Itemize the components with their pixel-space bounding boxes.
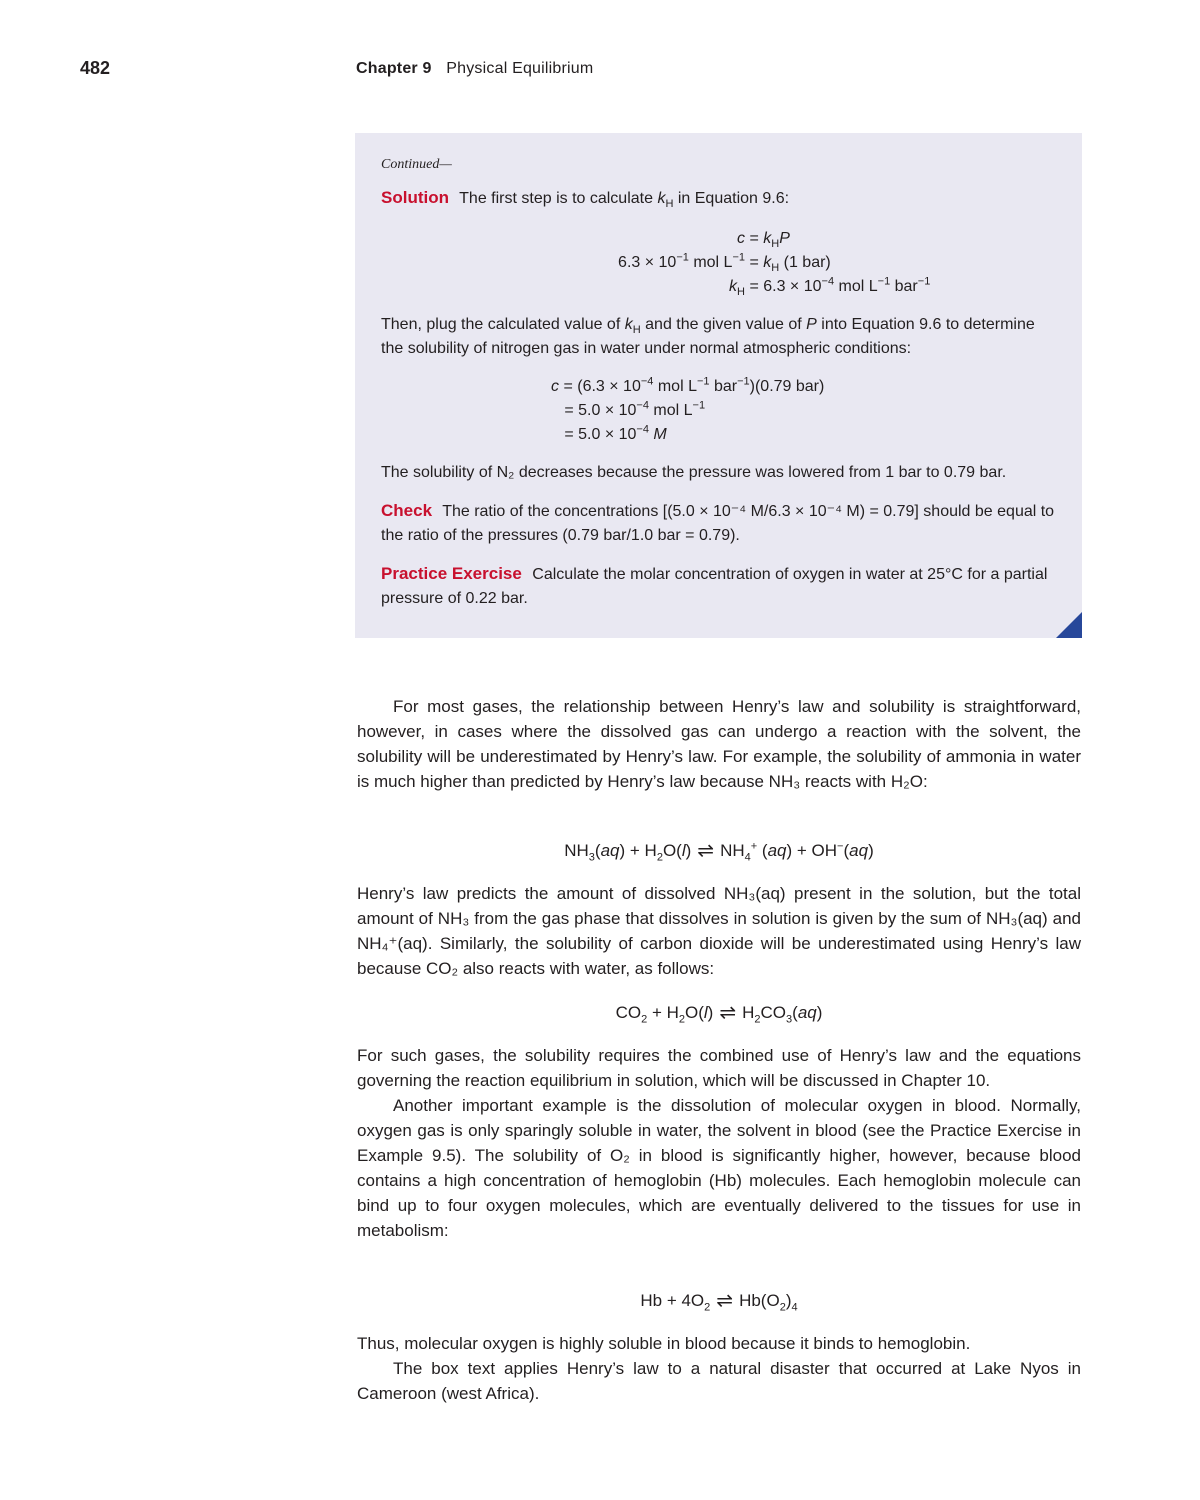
chapter-title: Physical Equilibrium [446,60,594,77]
equation-carbonic: $CO_2 + H_2O(l)$ ⇌ $H_2CO_3(aq)$ [615,1002,823,1026]
body-paragraph-2: Henry’s law predicts the amount of dissolved NH₃(aq) present in the solution, but the total amount of NH₃ from the gas phase that dissolves in solution is given by the sum of NH₃(aq) and NH₄⁺(aq). Similarly, the solubility of carbon dioxide will be underestimated using Henry’s law because CO₂ also reacts with water, as follows: [357,884,1081,978]
equation-block-1: $c = k_HP$ $6.3 \times 10^{-1}$ mol $L^{-1} = k_H$ (1 bar) $k_H = 6.3 \times 10^{-4}$ mol $L^{-1}$ bar$^{-1}$ [618,230,931,299]
body-paragraph-5: Thus, molecular oxygen is highly soluble in blood because it binds to hemoglobin. The box text applies Henry’s law to a natural disaster that occurred at Lake Nyos in Cameroon (west Africa). [357,1331,1081,1406]
then-text: Then, plug the calculated value of [381,316,621,333]
solution-heading: Solution [381,188,449,207]
corner-marker [1056,612,1082,638]
equilibrium-arrow-icon: ⇌ [697,840,715,862]
check-paragraph [381,499,1061,548]
solution-text-end: in Equation 9.6: [677,190,790,207]
kh-symbol: k [657,190,666,207]
page-number: 482 [80,58,111,78]
body-paragraph-1: For most gases, the relationship between Henry’s law and solubility is straightforward, however, in cases where the dissolved gas can undergo a reaction with the solvent, the solubility will be underestimated by Henry’s law. For example, the solubility of ammonia in water is much higher than predicted by Henry’s law because NH₃ reacts with H₂O: [357,697,1081,791]
chapter-label: Chapter 9 [356,60,432,77]
practice-text: Calculate the molar concentration of oxygen in water at 25°C for a partial pressure of 0.22 bar. [381,566,1048,607]
running-head [356,60,593,78]
equilibrium-arrow-icon: ⇌ [719,1002,737,1024]
body-paragraph-4: Another important example is the dissolution of molecular oxygen in blood. Normally, oxygen gas is only sparingly soluble in water, the solvent in blood (see the Practice Exercise in Example 9.5). The solubility of O₂ in blood is significantly higher, however, because blood contains a high concentration of hemoglobin (Hb) molecules. Each hemoglobin molecule can bind up to four oxygen molecules, which are eventually delivered to the tissues for use in metabolism: [357,1096,1081,1240]
then-paragraph: Then, plug the calculated value of $k_H$ and the given value of P into Equation 9.6 to determine the solubility of nitrogen gas in water under normal atmospheric conditions: [381,316,1035,357]
equation-block-2: $c = (6.3 \times 10^{-4}$ mol $L^{-1}$ bar$^{-1}$)(0.79 bar) = $5.0 \times 10^{-4}$ mol $L^{-1}$ = $5.0 \times 10^{-4}$ M [551,375,825,443]
example-box [355,133,1082,638]
check-text: The ratio of the concentrations [(5.0 × 10⁻⁴ M/6.3 × 10⁻⁴ M) = 0.79] should be equal to the ratio of the pressures (0.79 bar/1.0 bar = 0.79). [381,503,1055,544]
then-text-3: into Equation 9.6 to determine the solubility of nitrogen gas in water under normal atmospheric conditions: [381,316,1035,357]
continued-label: Continued— [381,157,452,172]
practice-paragraph [381,562,1061,611]
equation-ammonia: $NH_3(aq) + H_2O(l)$ ⇌ $NH_4^+$ (aq) + OH−(aq) [564,840,874,864]
solution-text: The first step is to calculate [459,190,653,207]
body-paragraph-6: The box text applies Henry’s law to a natural disaster that occurred at Lake Nyos in Cameroon (west Africa). [357,1359,1081,1403]
then-text-2: and the given value of [645,316,802,333]
check-heading: Check [381,501,433,520]
body-paragraph-3: For such gases, the solubility requires the combined use of Henry’s law and the equations governing the reaction equilibrium in solution, which will be discussed in Chapter 10. Another important example is the dissolution of molecular oxygen in blood. Normally, oxygen gas is only sparingly soluble in water, the solvent in blood (see the Practice Exercise in Example 9.5). The solubility of O₂ in blood is significantly higher, however, because blood contains a high concentration of hemoglobin (Hb) molecules. Each hemoglobin molecule can bind up to four oxygen molecules, which are eventually delivered to the tissues for use in metabolism: [357,1043,1081,1243]
equilibrium-arrow-icon: ⇌ [716,1290,734,1312]
solution-paragraph: Solution The first step is to calculate $k_H$ in Equation 9.6: [381,188,790,211]
practice-heading: Practice Exercise [381,564,522,583]
decrease-paragraph: The solubility of N₂ decreases because the pressure was lowered from 1 bar to 0.79 bar. [381,464,1007,481]
equation-hemoglobin: $Hb + 4O_2$ ⇌ $Hb(O_2)_4$ [640,1290,798,1314]
